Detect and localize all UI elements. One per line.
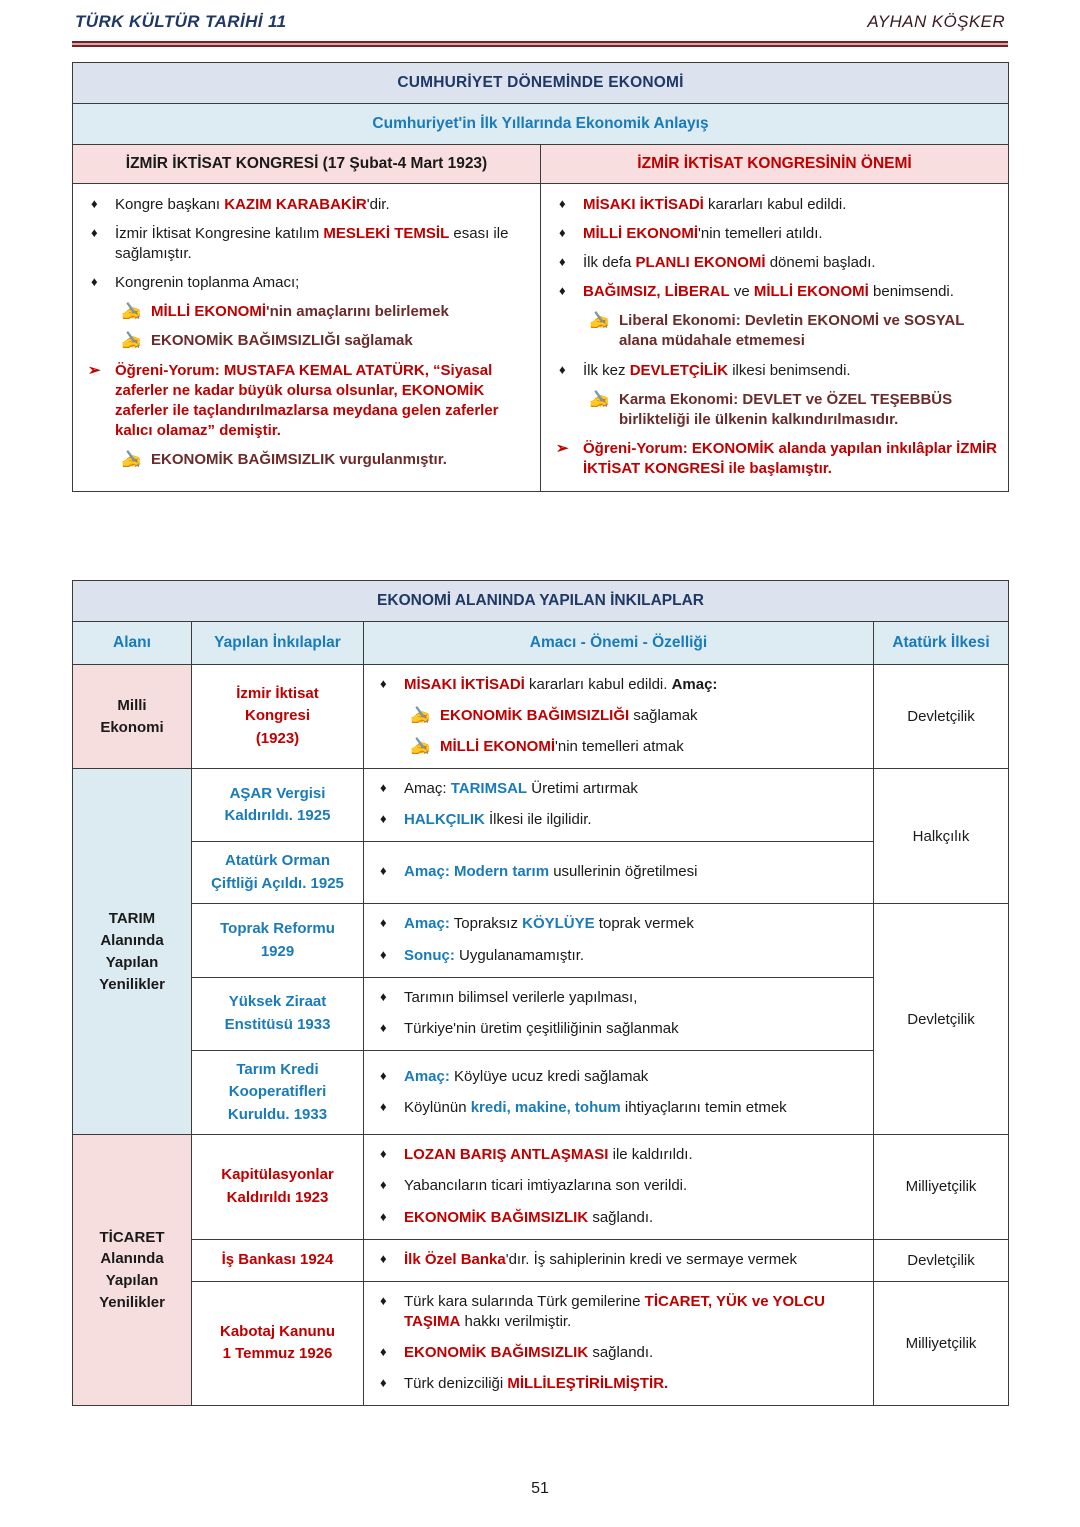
diamond-bullet-icon: ♦: [380, 1292, 387, 1308]
list-item-text: Öğreni-Yorum: EKONOMİK alanda yapılan inkılâplar İZMİR İKTİSAT KONGRESİ ile başlamıştır.: [583, 439, 997, 477]
list-item: [547, 361, 998, 381]
table-row: [73, 1239, 1009, 1281]
diamond-bullet-icon: ♦: [380, 1177, 387, 1193]
list-item: [368, 1098, 865, 1118]
diamond-bullet-icon: ♦: [380, 780, 387, 796]
table-row: [73, 1135, 1009, 1239]
list-item: [547, 282, 998, 302]
list-item: [547, 224, 998, 244]
table2-col-header-yapilan-inkilaplar: Yapılan İnkılaplar: [192, 622, 364, 665]
arrow-bullet-icon: ➢: [556, 439, 569, 457]
table-cumhuriyet-doneminde-ekonomi: [72, 62, 1009, 492]
list-item-text: MİLLİ EKONOMİ'nin temelleri atıldı.: [583, 225, 823, 243]
list-item-text: LOZAN BARIŞ ANTLAŞMASI ile kaldırıldı.: [404, 1146, 693, 1164]
list-item: [79, 331, 530, 351]
diamond-bullet-icon: ♦: [380, 1146, 387, 1162]
hand-pointer-bullet-icon: ✍: [121, 331, 143, 351]
reform-name-cell: Kapitülasyonlar Kaldırıldı 1923: [192, 1135, 364, 1239]
table2-col-header-alani: Alanı: [73, 622, 192, 665]
reform-name-cell: AŞAR Vergisi Kaldırıldı. 1925: [192, 769, 364, 842]
list-item-text: Köylünün kredi, makine, tohum ihtiyaçlarını temin etmek: [404, 1098, 787, 1116]
bullet-list: [368, 1067, 865, 1118]
diamond-bullet-icon: ♦: [380, 863, 387, 879]
diamond-bullet-icon: ♦: [380, 811, 387, 827]
list-item-text: Karma Ekonomi: DEVLET ve ÖZEL TEŞEBBÜS birlikteliği ile ülkenin kalkındırılmasıdır.: [619, 390, 953, 428]
list-item-text: EKONOMİK BAĞIMSIZLIK sağlandı.: [404, 1343, 654, 1361]
list-item: [368, 1292, 865, 1332]
list-item: [368, 1374, 865, 1394]
list-item-text: MİLLİ EKONOMİ'nin temelleri atmak: [440, 738, 684, 756]
diamond-bullet-icon: ♦: [380, 946, 387, 962]
hand-pointer-bullet-icon: ✍: [410, 706, 432, 726]
table-row-column-headers: [73, 622, 1009, 665]
area-cell: TARIM Alanında Yapılan Yenilikler: [73, 769, 192, 1135]
diamond-bullet-icon: ♦: [380, 676, 387, 691]
area-cell: TİCARET Alanında Yapılan Yenilikler: [73, 1135, 192, 1406]
list-item: [547, 253, 998, 273]
reform-name-cell: Kabotaj Kanunu 1 Temmuz 1926: [192, 1281, 364, 1405]
reform-details-cell: [364, 1050, 874, 1135]
list-item-text: HALKÇILIK İlkesi ile ilgilidir.: [404, 811, 592, 829]
list-item-text: Türkiye'nin üretim çeşitliliğinin sağlanmak: [404, 1019, 679, 1037]
diamond-bullet-icon: ♦: [559, 283, 566, 299]
list-item-text: MİSAKI İKTİSADİ kararları kabul edildi. Amaç:: [404, 676, 718, 693]
bullet-list-kongre-onemi: [547, 195, 998, 479]
arrow-bullet-icon: ➢: [88, 361, 101, 379]
bullet-list: [368, 1250, 865, 1270]
reform-details-cell: [364, 842, 874, 904]
list-item-text: Amaç: Modern tarım usullerinin öğretilmesi: [404, 863, 698, 881]
reform-name-cell: İş Bankası 1924: [192, 1239, 364, 1281]
bullet-list: [368, 779, 865, 830]
table1-subtitle: Cumhuriyet'in İlk Yıllarında Ekonomik Anlayış: [73, 104, 1009, 145]
table-row: [73, 904, 1009, 977]
table-row: [73, 1281, 1009, 1405]
list-item: [79, 450, 530, 470]
list-item: [368, 914, 865, 934]
list-item-text: Öğreni-Yorum: MUSTAFA KEMAL ATATÜRK, “Siyasal zaferler ne kadar büyük olursa olsunlar, EKONOMİK zaferler ile taçlandırılmazlarsa meydana gelen zaferler kalıcı olamaz” demiştir.: [115, 361, 499, 439]
list-item-text: MİLLİ EKONOMİ'nin amaçlarını belirlemek: [151, 303, 449, 321]
list-item: [368, 988, 865, 1008]
list-item: [368, 1208, 865, 1228]
table1-left-content: [73, 184, 541, 492]
list-item-text: İzmir İktisat Kongresine katılım MESLEKİ TEMSİL esası ile sağlamıştır.: [115, 225, 509, 263]
table2-col-header-ataturk-ilkesi: Atatürk İlkesi: [874, 622, 1009, 665]
list-item-text: Amaç: TARIMSAL Üretimi artırmak: [404, 780, 638, 798]
reform-name-cell: Toprak Reformu 1929: [192, 904, 364, 977]
page-number: 51: [531, 1480, 549, 1497]
reform-name-cell: İzmir İktisat Kongresi (1923): [192, 665, 364, 769]
list-item: [368, 1145, 865, 1165]
diamond-bullet-icon: ♦: [91, 274, 98, 290]
list-item-text: Kongre başkanı KAZIM KARABAKİR'dir.: [115, 196, 390, 213]
reform-details-cell: [364, 977, 874, 1050]
list-item-text: EKONOMİK BAĞIMSIZLIK sağlandı.: [404, 1208, 654, 1226]
list-item: [368, 946, 865, 966]
diamond-bullet-icon: ♦: [380, 1019, 387, 1035]
reform-details-cell: [364, 665, 874, 769]
list-item: [79, 195, 530, 215]
list-item: [368, 810, 865, 830]
bullet-list: [368, 675, 865, 757]
table-row-subtitle: [73, 104, 1009, 145]
list-item: [368, 1019, 865, 1039]
ataturk-principle-cell: Milliyetçilik: [874, 1281, 1009, 1405]
table2-body: [73, 581, 1009, 1406]
table2-col-header-amaci-onemi-ozelligi: Amacı - Önemi - Özelliği: [364, 622, 874, 665]
table1-col-right-header: İZMİR İKTİSAT KONGRESİNİN ÖNEMİ: [541, 145, 1009, 184]
list-item: [368, 1343, 865, 1363]
reform-name-cell: Yüksek Ziraat Enstitüsü 1933: [192, 977, 364, 1050]
page-header: [75, 12, 1005, 32]
diamond-bullet-icon: ♦: [380, 1343, 387, 1359]
list-item-text: Kongrenin toplanma Amacı;: [115, 274, 300, 292]
hand-pointer-bullet-icon: ✍: [121, 302, 143, 322]
table-row: [73, 769, 1009, 842]
list-item-text: Türk kara sularında Türk gemilerine TİCARET, YÜK ve YOLCU TAŞIMA hakkı verilmiştir.: [404, 1292, 825, 1330]
list-item: [368, 706, 865, 726]
table-row-title: [73, 581, 1009, 622]
hand-pointer-bullet-icon: ✍: [589, 311, 611, 331]
diamond-bullet-icon: ♦: [559, 254, 566, 270]
diamond-bullet-icon: ♦: [559, 361, 566, 377]
hand-pointer-bullet-icon: ✍: [410, 737, 432, 757]
list-item: [368, 1176, 865, 1196]
hand-pointer-bullet-icon: ✍: [589, 389, 611, 409]
table-row: [73, 977, 1009, 1050]
ataturk-principle-cell: Devletçilik: [874, 665, 1009, 769]
table-row-column-headers: [73, 145, 1009, 184]
table2-title: EKONOMİ ALANINDA YAPILAN İNKILAPLAR: [73, 581, 1009, 622]
table-row: [73, 842, 1009, 904]
reform-name-cell: Tarım Kredi Kooperatifleri Kuruldu. 1933: [192, 1050, 364, 1135]
table-row: [73, 665, 1009, 769]
bullet-list: [368, 1292, 865, 1394]
diamond-bullet-icon: ♦: [91, 196, 98, 211]
list-item: [79, 273, 530, 293]
list-item: [547, 311, 998, 351]
diamond-bullet-icon: ♦: [559, 225, 566, 241]
diamond-bullet-icon: ♦: [380, 1375, 387, 1390]
table1-col-left-header: İZMİR İKTİSAT KONGRESİ (17 Şubat-4 Mart 1923): [73, 145, 541, 184]
diamond-bullet-icon: ♦: [559, 196, 566, 211]
table1-right-content: [541, 184, 1009, 492]
table-row: [73, 1050, 1009, 1135]
reform-details-cell: [364, 1135, 874, 1239]
bullet-list: [368, 1145, 865, 1227]
bullet-list-izmir-kongresi: [79, 195, 530, 470]
list-item-text: İlk Özel Banka'dır. İş sahiplerinin kredi ve sermaye vermek: [404, 1250, 798, 1268]
list-item: [368, 737, 865, 757]
reform-details-cell: [364, 1281, 874, 1405]
table1-title: CUMHURİYET DÖNEMİNDE EKONOMİ: [73, 63, 1009, 104]
table-row-title: [73, 63, 1009, 104]
list-item-text: MİSAKI İKTİSADİ kararları kabul edildi.: [583, 196, 847, 213]
list-item-text: Liberal Ekonomi: Devletin EKONOMİ ve SOSYAL alana müdahale etmemesi: [619, 312, 965, 350]
diamond-bullet-icon: ♦: [91, 225, 98, 241]
list-item: [368, 675, 865, 695]
list-item-text: Tarımın bilimsel verilerle yapılması,: [404, 988, 638, 1006]
list-item-text: İlk kez DEVLETÇİLİK ilkesi benimsendi.: [583, 361, 851, 379]
bullet-list: [368, 914, 865, 965]
diamond-bullet-icon: ♦: [380, 1250, 387, 1266]
ataturk-principle-cell: Devletçilik: [874, 904, 1009, 1135]
author-name: AYHAN KÖŞKER: [867, 12, 1005, 31]
list-item-text: İlk defa PLANLI EKONOMİ dönemi başladı.: [583, 254, 876, 272]
list-item: [79, 302, 530, 322]
header-divider-rule: [72, 41, 1008, 47]
diamond-bullet-icon: ♦: [380, 1067, 387, 1083]
list-item: [79, 224, 530, 264]
bullet-list: [368, 862, 865, 882]
ataturk-principle-cell: Halkçılık: [874, 769, 1009, 904]
list-item-text: EKONOMİK BAĞIMSIZLIĞI sağlamak: [440, 707, 698, 725]
diamond-bullet-icon: ♦: [380, 1098, 387, 1114]
list-item-text: Sonuç: Uygulanamamıştır.: [404, 946, 585, 964]
list-item: [368, 779, 865, 799]
table-row-content: [73, 184, 1009, 492]
list-item: [547, 439, 998, 479]
reform-name-cell: Atatürk Orman Çiftliği Açıldı. 1925: [192, 842, 364, 904]
bullet-list: [368, 988, 865, 1039]
list-item: [368, 1067, 865, 1087]
list-item: [368, 1250, 865, 1270]
list-item-text: BAĞIMSIZ, LİBERAL ve MİLLİ EKONOMİ benimsendi.: [583, 283, 954, 301]
ataturk-principle-cell: Milliyetçilik: [874, 1135, 1009, 1239]
list-item-text: Yabancıların ticari imtiyazlarına son verildi.: [404, 1177, 688, 1195]
list-item-text: Amaç: Topraksız KÖYLÜYE toprak vermek: [404, 915, 694, 933]
reform-details-cell: [364, 769, 874, 842]
reform-details-cell: [364, 1239, 874, 1281]
list-item: [79, 361, 530, 441]
list-item-text: Türk denizciliği MİLLİLEŞTİRİLMİŞTİR.: [404, 1375, 669, 1392]
book-title: TÜRK KÜLTÜR TARİHİ 11: [75, 12, 287, 31]
list-item-text: EKONOMİK BAĞIMSIZLIK vurgulanmıştır.: [151, 450, 447, 468]
reform-details-cell: [364, 904, 874, 977]
table-ekonomi-alaninda-yapilan-inkilaplar: [72, 580, 1009, 1406]
diamond-bullet-icon: ♦: [380, 1208, 387, 1224]
list-item: [368, 862, 865, 882]
list-item: [547, 195, 998, 215]
list-item-text: EKONOMİK BAĞIMSIZLIĞI sağlamak: [151, 332, 413, 350]
diamond-bullet-icon: ♦: [380, 915, 387, 931]
hand-pointer-bullet-icon: ✍: [121, 449, 143, 469]
area-cell: Milli Ekonomi: [73, 665, 192, 769]
list-item: [547, 390, 998, 430]
ataturk-principle-cell: Devletçilik: [874, 1239, 1009, 1281]
list-item-text: Amaç: Köylüye ucuz kredi sağlamak: [404, 1067, 649, 1085]
diamond-bullet-icon: ♦: [380, 988, 387, 1004]
